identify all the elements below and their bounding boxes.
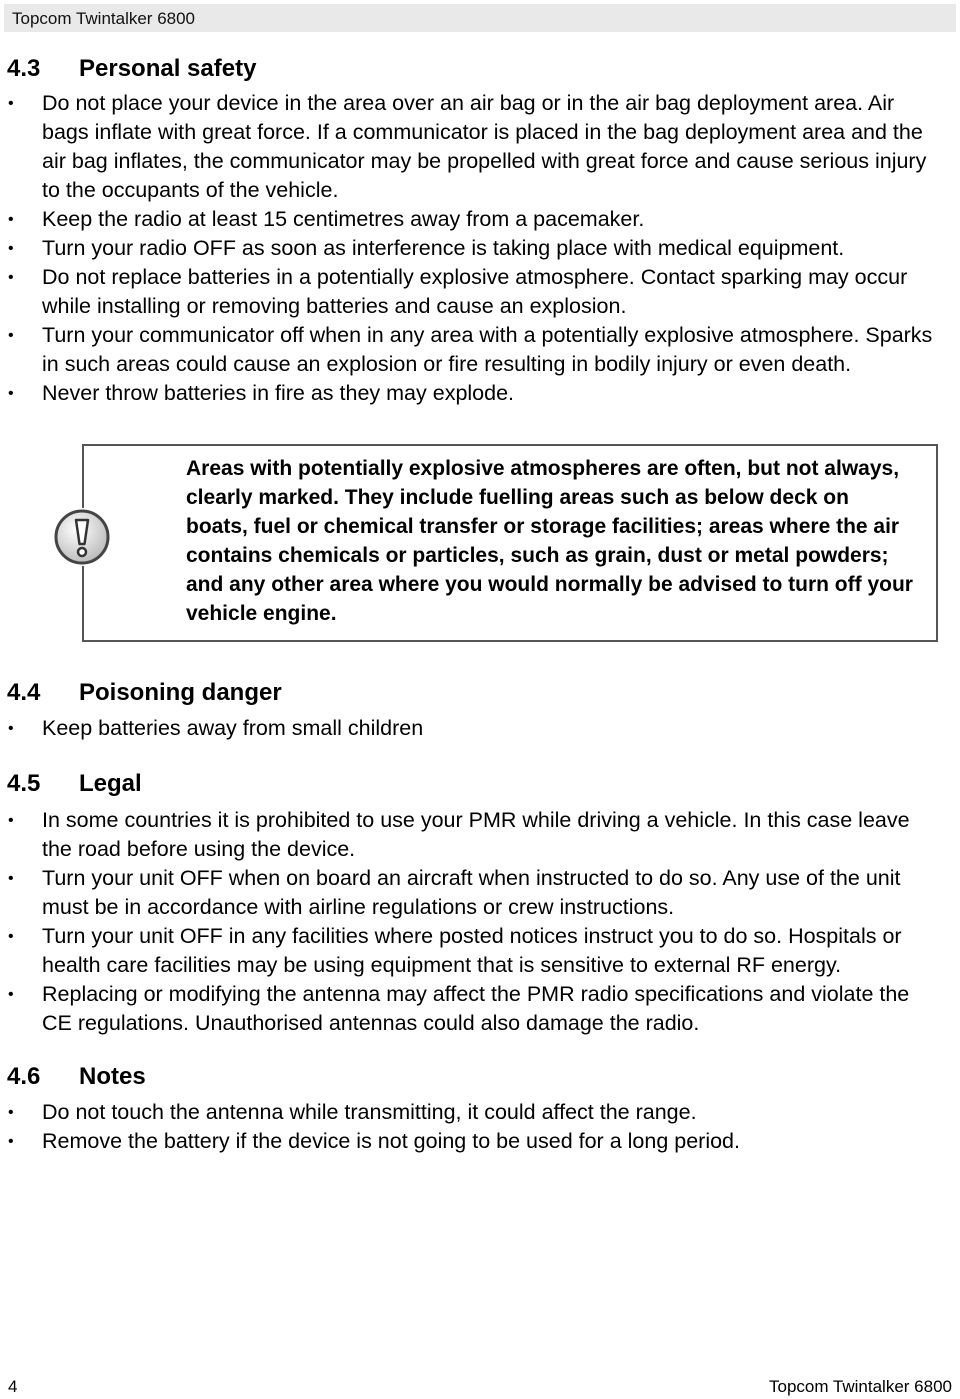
footer-title: Topcom Twintalker 6800 (768, 1377, 952, 1396)
section-heading-notes (7, 1065, 146, 1089)
section-title: Poisoning danger (79, 679, 282, 706)
bullet-glyph: • (8, 812, 14, 829)
bullet-glyph: • (8, 95, 14, 112)
section-number: 4.5 (7, 770, 41, 797)
warning-box (82, 444, 938, 642)
section-heading-legal (7, 772, 142, 796)
section-number: 4.4 (7, 679, 41, 706)
section-heading-personal-safety (7, 57, 256, 81)
list-item: • In some countries it is prohibited to use your PMR while driving a vehicle. In this case leave the road before using the device. (8, 808, 910, 861)
list-item: • Replacing or modifying the antenna may affect the PMR radio specifications and violate the CE regulations. Unauthorised antennas could also damage the radio. (8, 982, 910, 1035)
list-item: • Turn your unit OFF when on board an aircraft when instructed to do so. Any use of the unit must be in accordance with airline regulations or crew instructions. (8, 866, 901, 919)
list-item: • Do not place your device in the area over an air bag or in the air bag deployment area. Air bags inflate with great force. If a communicator is placed in the bag deployment area and the air bag inflates, the communicator may be propelled with great force and cause serious injury to the occupants of the vehicle. (8, 91, 927, 202)
bullet-glyph: • (8, 870, 14, 887)
list-item: • Do not touch the antenna while transmitting, it could affect the range. (0, 1098, 945, 1127)
bullet-glyph: • (8, 1104, 14, 1121)
list-item: • Remove the battery if the device is not going to be used for a long period. (0, 1127, 945, 1156)
legal-list (0, 806, 945, 1038)
warning-text: Areas with potentially explosive atmospheres are often, but not always, clearly marked. They include fuelling areas such as below deck on boats, fuel or chemical transfer or storage facilities; areas where the air contains chemicals or particles, such as grain, dust or metal powders; and any other area where you would normally be advised to turn off your vehicle engine. (186, 457, 913, 625)
personal-safety-list (0, 89, 945, 408)
section-number: 4.6 (7, 1063, 41, 1090)
page-number: 4 (8, 1377, 18, 1396)
header-title: Topcom Twintalker 6800 (12, 9, 196, 28)
bullet-glyph: • (8, 240, 14, 257)
list-item: • Turn your radio OFF as soon as interference is taking place with medical equipment. (0, 234, 945, 263)
section-title: Legal (79, 770, 142, 797)
bullet-glyph: • (8, 269, 14, 286)
section-title: Notes (79, 1063, 146, 1090)
bullet-glyph: • (8, 1133, 14, 1150)
bullet-glyph: • (8, 986, 14, 1003)
bullet-glyph: • (8, 211, 14, 228)
section-heading-poisoning-danger (7, 681, 282, 705)
section-title: Personal safety (79, 55, 257, 82)
bullet-glyph: • (8, 385, 14, 402)
notes-list (0, 1098, 945, 1156)
bullet-glyph: • (8, 928, 14, 945)
section-number: 4.3 (7, 55, 41, 82)
list-item: • Never throw batteries in fire as they may explode. (0, 379, 945, 408)
bullet-glyph: • (8, 327, 14, 344)
exclamation-warning-icon (53, 508, 111, 566)
page-header (4, 4, 956, 32)
list-item: • Keep the radio at least 15 centimetres away from a pacemaker. (0, 205, 945, 234)
bullet-glyph: • (8, 720, 14, 737)
poisoning-danger-list (0, 714, 945, 743)
list-item: • Turn your communicator off when in any area with a potentially explosive atmosphere. Sparks in such areas could cause an explosion or fire resulting in bodily injury or even death. (8, 323, 933, 376)
list-item: • Do not replace batteries in a potentially explosive atmosphere. Contact sparking may occur while installing or removing batteries and cause an explosion. (8, 265, 908, 318)
list-item: • Turn your unit OFF in any facilities where posted notices instruct you to do so. Hospitals or health care facilities may be using equipment that is sensitive to external RF energy. (8, 924, 902, 977)
list-item: • Keep batteries away from small children (0, 714, 945, 743)
